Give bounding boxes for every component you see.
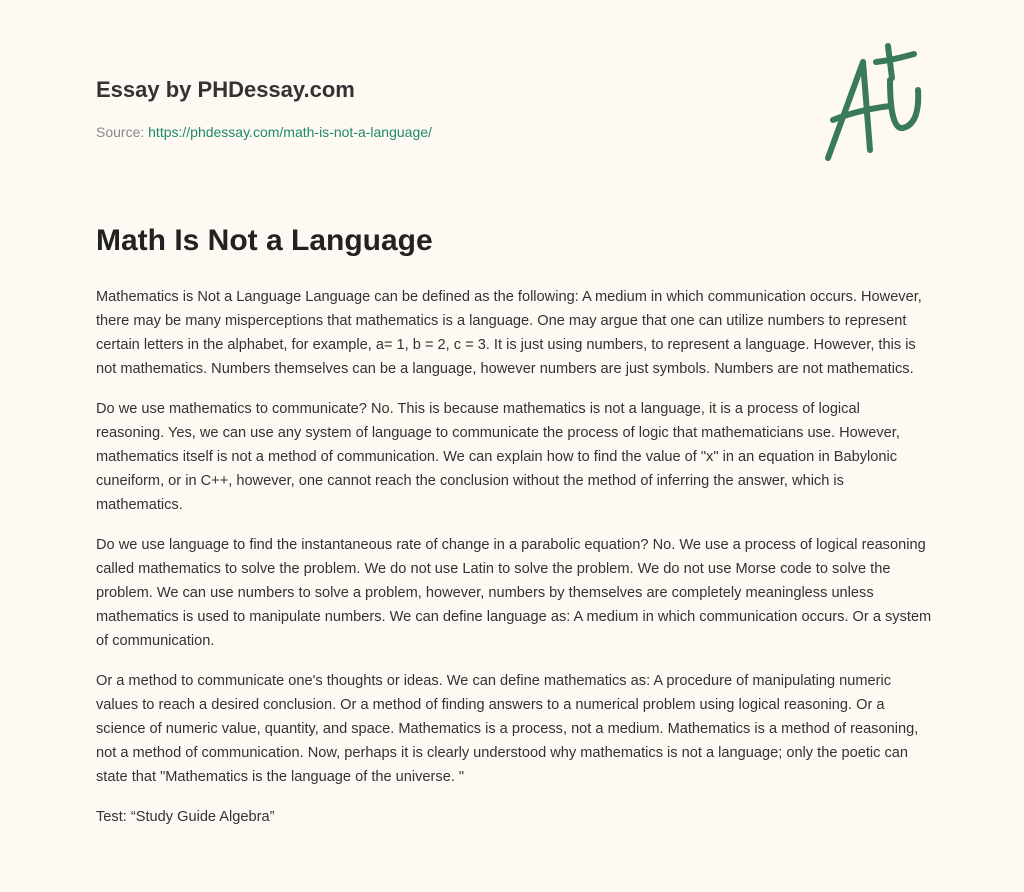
paragraph: Do we use language to find the instantaneous rate of change in a parabolic equation? No. We use a process of logical reasoning called mathematics to solve the problem. We do not use Latin to solve the problem. We do not use Morse code to solve the problem. We can use numbers to solve a problem, however, numbers by themselves are completely meaningless unless mathematics is used to manipulate numbers. We can define language as: A medium in which communication occurs. Or a system of communication. [96, 537, 932, 649]
article-body [96, 285, 932, 845]
article-title: Math Is Not a Language [96, 224, 433, 257]
paragraph: Test: “Study Guide Algebra” [96, 809, 275, 825]
source-link[interactable]: https://phdessay.com/math-is-not-a-language/ [148, 124, 432, 140]
paragraph: Do we use mathematics to communicate? No. This is because mathematics is not a language, it is a process of logical reasoning. Yes, we can use any system of language to communicate the process of logic that mathematicians use. However, mathematics itself is not a method of communication. We can explain how to find the value of "x" in an equation in Babylonic cuneiform, or in C++, however, one cannot reach the conclusion without the method of inferring the answer, which is mathematics. [96, 401, 900, 513]
a-plus-logo-icon [818, 40, 933, 165]
source-line [96, 124, 432, 140]
paragraph: Mathematics is Not a Language Language can be defined as the following: A medium in which communication occurs. However, there may be many misperceptions that mathematics is a language. One may argue that one can utilize numbers to represent certain letters in the alphabet, for example, a= 1, b = 2, c = 3. It is just using numbers, to represent a language. However, this is not mathematics. Numbers themselves can be a language, however numbers are just symbols. Numbers are not mathematics. [96, 289, 922, 377]
paragraph: Or a method to communicate one's thoughts or ideas. We can define mathematics as: A procedure of manipulating numeric values to reach a desired conclusion. Or a method of finding answers to a numerical problem using logical reasoning. Or a science of numeric value, quantity, and space. Mathematics is a process, not a medium. Mathematics is a method of reasoning, not a method of communication. Now, perhaps it is clearly understood why mathematics is not a language; only the poetic can state that "Mathematics is the language of the universe. " [96, 673, 919, 785]
site-brand: Essay by PHDessay.com [96, 77, 355, 102]
source-label: Source: [96, 124, 145, 140]
